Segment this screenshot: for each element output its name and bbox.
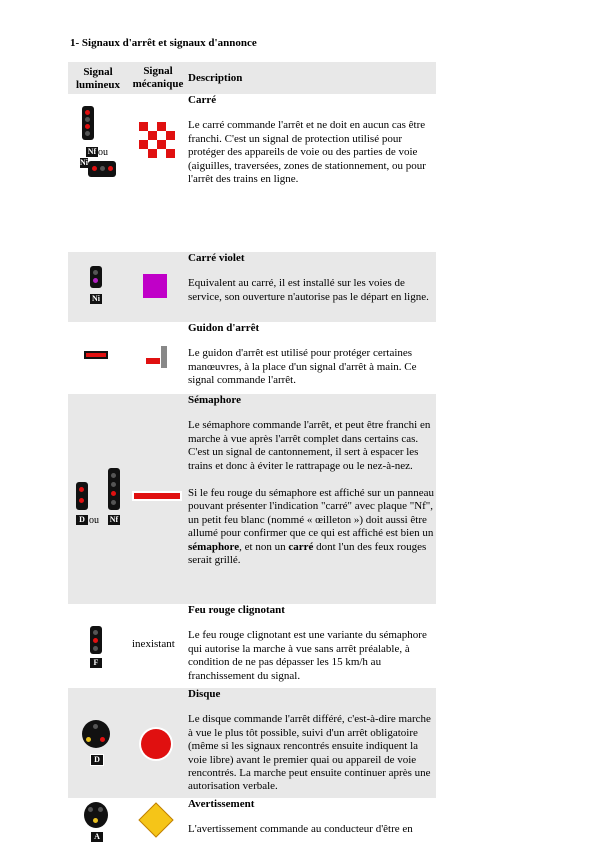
luminous-signal-semaphore (68, 394, 128, 604)
plate-f-icon: F (90, 658, 102, 668)
or-label: ou (89, 515, 99, 526)
plate-ni-icon: Ni (80, 158, 88, 167)
post-icon (161, 346, 167, 368)
description-avertissement (188, 798, 434, 837)
table-header (68, 62, 436, 94)
round-signal-panel-icon (84, 802, 108, 828)
table-row-semaphore (68, 394, 436, 604)
mechanical-signal-carre (128, 94, 188, 252)
plate-a-icon: A (90, 831, 104, 843)
row-title: Feu rouge clignotant (188, 604, 285, 616)
row-title: Sémaphore (188, 394, 241, 406)
row-text: Le feu rouge clignotant est une variante du sémaphore qui autorise la marche à vue sans arrêt préalable, à condition de ne pas dépasser les 15 km/h au franchissement du signal. (188, 629, 427, 682)
guidon-panel-icon (84, 351, 108, 359)
luminous-signal-clignotant (68, 604, 128, 688)
row-text: Le disque commande l'arrêt différé, c'est-à-dire marche à vue le plus tôt possible, suivi d'un arrêt obligatoire (même si les signaux rencontrés ensuite indiquent la voie libre) avant le premier quai ou appareil de voie rencontrés. La marche peut ensuite continuer après une autorisation verbale. (188, 713, 431, 793)
description-guidon (188, 322, 434, 388)
description-carre (188, 94, 434, 186)
mechanical-signal-avertissement (128, 798, 188, 858)
row-text-2: Si le feu rouge du sémaphore est affiché sur un panneau pouvant présenter l'indication "carré" avec plaque "Nf", un petit feu blanc (nommé « œilleton ») doit aussi être allumé pour confirmer que ce qui est affiché est bien un sémaphore, et non un carré dont l'un des feux rouges serait grillé. (188, 487, 434, 567)
mechanical-signal-violet (128, 252, 188, 322)
row-title: Guidon d'arrêt (188, 322, 260, 334)
red-disc-icon (141, 729, 171, 759)
round-signal-panel-icon (82, 720, 110, 748)
horizontal-signal-panel-icon (88, 161, 116, 177)
table-row-avertissement (68, 798, 436, 858)
mechanical-none-label: inexistant (132, 638, 175, 650)
checkered-board-icon (139, 122, 175, 158)
red-flag-icon (146, 358, 160, 364)
page-title: 1- Signaux d'arrêt et signaux d'annonce (70, 37, 257, 49)
signal-panel-icon (76, 482, 88, 510)
mechanical-signal-guidon (128, 322, 188, 394)
row-title: Carré violet (188, 252, 245, 264)
description-feu-clignotant (188, 604, 434, 683)
description-disque (188, 688, 434, 794)
yellow-diamond-icon (138, 802, 174, 838)
luminous-signal-disque (68, 688, 128, 798)
plate-d-icon: D (76, 515, 88, 525)
description-semaphore (188, 394, 434, 567)
mechanical-signal-semaphore (128, 394, 188, 604)
signal-panel-icon (90, 266, 102, 288)
description-carre-violet (188, 252, 434, 304)
luminous-signal-violet (68, 252, 128, 322)
table-row-carre (68, 94, 436, 252)
or-label: ou (98, 147, 108, 158)
row-text: Le carré commande l'arrêt et ne doit en aucun cas être franchi. C'est un signal de protection utilisé pour protéger des appareils de voie ou des parties de voie (aiguilles, traversées, zones de stationnement, ou pour l'arrêt des trains en ligne. (188, 119, 426, 186)
tall-signal-panel-icon (108, 468, 120, 510)
row-title: Carré (188, 94, 217, 106)
row-text-1: Le sémaphore commande l'arrêt, et peut être franchi en marche à vue après l'arrêt complet dans certains cas. C'est un signal de cantonnement, il sert à espacer les trains et donc à éviter le rattrapage ou le nez-à-nez. (188, 419, 431, 472)
row-title: Avertissement (188, 798, 255, 810)
header-signal-lumineux: Signal lumineux (75, 66, 120, 91)
luminous-signal-avertissement (68, 798, 128, 858)
row-text: L'avertissement commande au conducteur d'être en (188, 823, 413, 836)
table-row-guidon (68, 322, 436, 394)
header-description: Description (188, 72, 243, 84)
plate-d-icon: D (90, 754, 104, 766)
row-text: Le guidon d'arrêt est utilisé pour protéger certaines manœuvres, à la place d'un signal d'arrêt à main. Ce signal commande l'arrêt. (188, 347, 417, 387)
row-title: Disque (188, 688, 221, 700)
header-signal-mecanique: Signal mécanique (132, 65, 184, 90)
mechanical-signal-clignotant (128, 604, 188, 688)
table-row-carre-violet (68, 252, 436, 322)
plate-nf-icon: Nf (109, 515, 119, 524)
mechanical-signal-disque (128, 688, 188, 798)
signal-panel-icon (82, 106, 94, 140)
violet-board-icon (143, 274, 167, 298)
signal-panel-icon (90, 626, 102, 654)
table-row-feu-clignotant (68, 604, 436, 688)
plate-nf-icon: Nf (87, 147, 97, 156)
semaphore-arm-icon (132, 491, 182, 501)
table-row-disque (68, 688, 436, 798)
luminous-signal-guidon (68, 322, 128, 394)
luminous-signal-carre (68, 94, 128, 252)
plate-ni-icon: Ni (92, 294, 100, 303)
row-text: Equivalent au carré, il est installé sur les voies de service, son ouverture n'autorise pas le départ en ligne. (188, 277, 429, 303)
